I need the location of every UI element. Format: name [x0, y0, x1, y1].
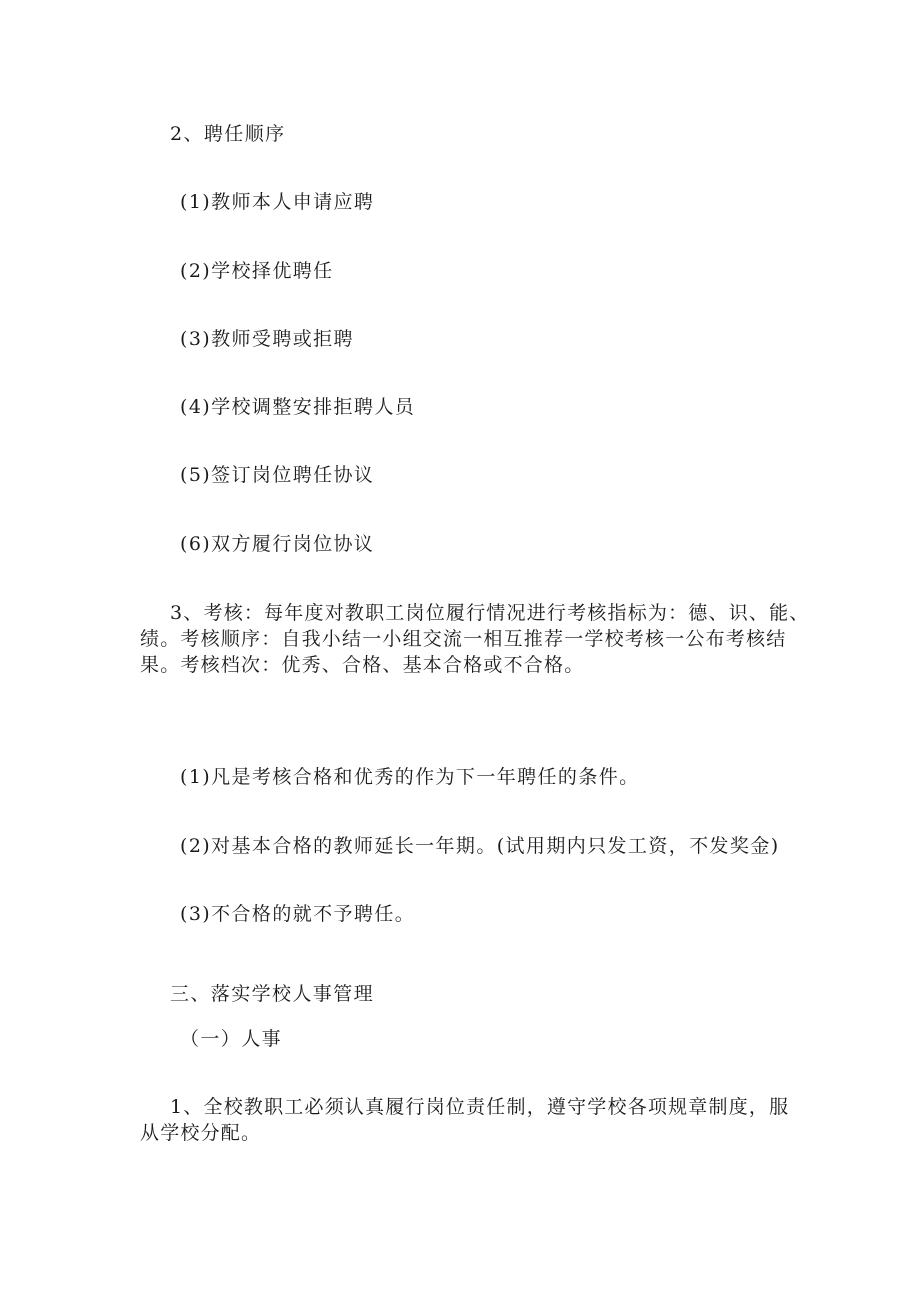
- step-item: (5)签订岗位聘任协议: [180, 464, 375, 486]
- paragraph-line: 绩。考核顺序：自我小结一小组交流一相互推荐一学校考核一公布考核结: [140, 628, 787, 650]
- assessment-item: (1)凡是考核合格和优秀的作为下一年聘任的条件。: [180, 766, 640, 788]
- heading-appointment-order: 2、聘任顺序: [170, 123, 286, 145]
- step-item: (1)教师本人申请应聘: [180, 191, 375, 213]
- paragraph-line: 从学校分配。: [140, 1122, 262, 1144]
- paragraph-line: 果。考核档次：优秀、合格、基本合格或不合格。: [140, 654, 585, 676]
- assessment-paragraph: [140, 600, 810, 678]
- subsection-title: （一）人事: [180, 1028, 283, 1050]
- step-item: (2)学校择优聘任: [180, 260, 334, 282]
- step-item: (6)双方履行岗位协议: [180, 533, 375, 555]
- step-item: (4)学校调整安排拒聘人员: [180, 396, 416, 418]
- step-item: (3)教师受聘或拒聘: [180, 328, 354, 350]
- section-title: 三、落实学校人事管理: [170, 983, 375, 1005]
- assessment-item: (2)对基本合格的教师延长一年期。(试用期内只发工资，不发奖金): [180, 835, 780, 857]
- assessment-item: (3)不合格的就不予聘任。: [180, 903, 416, 925]
- personnel-item-paragraph: [140, 1094, 800, 1146]
- paragraph-line: 3、考核：每年度对教职工岗位履行情况进行考核指标为：德、识、能、: [170, 602, 810, 624]
- paragraph-line: 1、全校教职工必须认真履行岗位责任制，遵守学校各项规章制度，服: [170, 1096, 790, 1118]
